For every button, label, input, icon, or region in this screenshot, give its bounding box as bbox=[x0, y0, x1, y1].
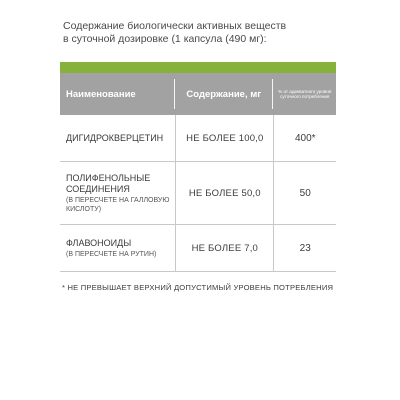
row-note: (В ПЕРЕСЧЕТЕ НА ГАЛЛОВУЮ КИСЛОТУ) bbox=[66, 196, 170, 213]
accent-bar bbox=[60, 62, 336, 73]
nutrient-table bbox=[60, 73, 336, 272]
header-divider bbox=[272, 79, 273, 109]
table-row bbox=[60, 115, 336, 162]
header-name: Наименование bbox=[66, 88, 136, 100]
row-name: ДИГИДРОКВЕРЦЕТИН bbox=[66, 132, 164, 143]
title-line-1: Содержание биологически активных веществ bbox=[63, 20, 287, 32]
table-row bbox=[60, 225, 336, 272]
header-divider bbox=[174, 79, 175, 109]
row-content: НЕ БОЛЕЕ 7,0 bbox=[175, 225, 273, 271]
row-name-cell bbox=[60, 115, 175, 161]
row-percent: 23 bbox=[273, 225, 336, 271]
footnote: * НЕ ПРЕВЫШАЕТ ВЕРХНИЙ ДОПУСТИМЫЙ УРОВЕНЬ ПОТРЕБЛЕНИЯ bbox=[62, 283, 334, 292]
row-name: ПОЛИФЕНОЛЬНЫЕ СОЕДИНЕНИЯ bbox=[66, 172, 151, 194]
document-title bbox=[63, 20, 363, 46]
table-header bbox=[60, 73, 336, 115]
row-note: (В ПЕРЕСЧЕТЕ НА РУТИН) bbox=[66, 250, 157, 258]
title-line-2: в суточной дозировке (1 капсула (490 мг): bbox=[63, 33, 267, 45]
row-name: ФЛАВОНОИДЫ bbox=[66, 237, 132, 248]
row-content: НЕ БОЛЕЕ 50,0 bbox=[175, 162, 273, 224]
row-name-cell bbox=[60, 225, 175, 271]
header-percent: % от адекватного уровня суточного потребления bbox=[278, 88, 332, 99]
table-row bbox=[60, 162, 336, 225]
row-percent: 400* bbox=[273, 115, 336, 161]
row-name-cell bbox=[60, 162, 175, 224]
row-percent: 50 bbox=[273, 162, 336, 224]
row-content: НЕ БОЛЕЕ 100,0 bbox=[175, 115, 273, 161]
header-content: Содержание, мг bbox=[186, 88, 262, 100]
